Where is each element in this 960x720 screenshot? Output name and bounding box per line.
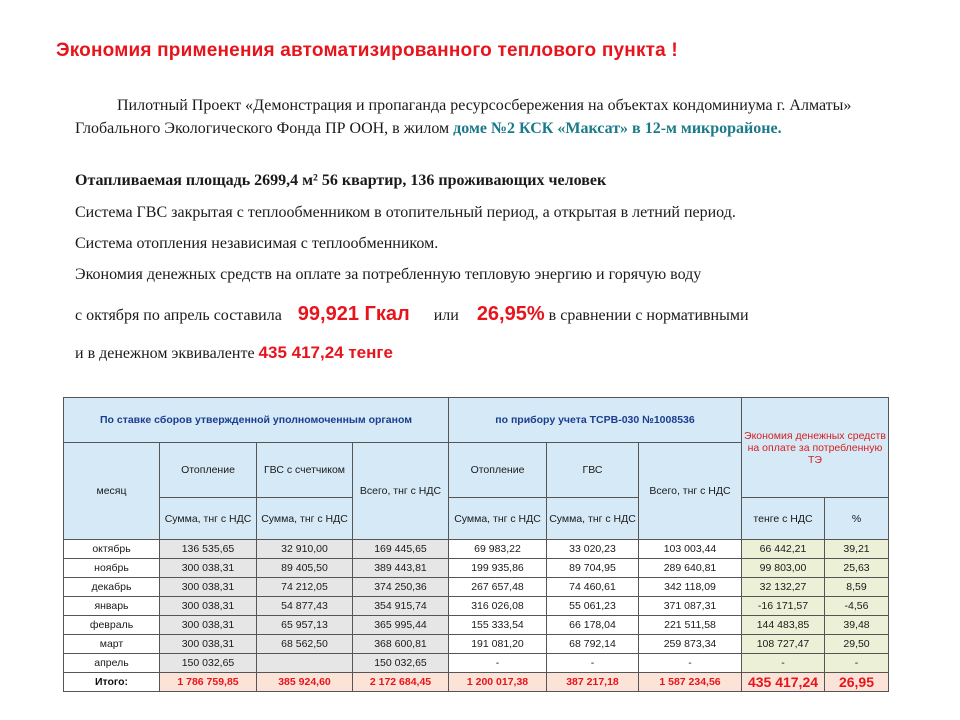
value-cell: 300 038,31 bbox=[160, 616, 257, 635]
stats-line: Отапливаемая площадь 2699,4 м² 56 квартир, 136 проживающих человек bbox=[75, 172, 607, 189]
value-cell: 191 081,20 bbox=[449, 635, 547, 654]
period-suffix: в сравнении с нормативными bbox=[548, 307, 749, 324]
period-prefix: с октября по апрель составила bbox=[75, 307, 282, 324]
value-cell: 25,63 bbox=[825, 559, 889, 578]
value-cell: - bbox=[449, 654, 547, 673]
tenge-header: тенге с НДС bbox=[742, 498, 825, 540]
month-cell: октябрь bbox=[64, 540, 160, 559]
heating-meter-header: Отопление bbox=[449, 443, 547, 498]
value-cell: - bbox=[825, 654, 889, 673]
value-cell: 342 118,09 bbox=[639, 578, 742, 597]
value-cell: 144 483,85 bbox=[742, 616, 825, 635]
value-cell: 300 038,31 bbox=[160, 635, 257, 654]
total-cell: 1 786 759,85 bbox=[160, 673, 257, 692]
value-cell: 289 640,81 bbox=[639, 559, 742, 578]
value-cell: 365 995,44 bbox=[353, 616, 449, 635]
value-cell: 150 032,65 bbox=[353, 654, 449, 673]
value-cell: 389 443,81 bbox=[353, 559, 449, 578]
total-cell: 1 587 234,56 bbox=[639, 673, 742, 692]
value-cell: 74 460,61 bbox=[547, 578, 639, 597]
economy-line: Экономия денежных средств на оплате за потребленную тепловую энергию и горячую воду bbox=[75, 266, 702, 283]
table-row bbox=[64, 654, 889, 673]
percent-value: 26,95% bbox=[476, 303, 545, 325]
value-cell: 300 038,31 bbox=[160, 578, 257, 597]
total-label: Итого: bbox=[64, 673, 160, 692]
sum-header: Сумма, тнг с НДС bbox=[160, 498, 257, 540]
value-cell: 267 657,48 bbox=[449, 578, 547, 597]
economy-table bbox=[63, 397, 889, 692]
sum-header: Сумма, тнг с НДС bbox=[547, 498, 639, 540]
value-cell: 65 957,13 bbox=[257, 616, 353, 635]
value-cell: 55 061,23 bbox=[547, 597, 639, 616]
table-row bbox=[64, 635, 889, 654]
value-cell: 89 405,50 bbox=[257, 559, 353, 578]
gcal-value: 99,921 Гкал bbox=[297, 303, 410, 325]
value-cell: - bbox=[742, 654, 825, 673]
value-cell: 136 535,65 bbox=[160, 540, 257, 559]
value-cell: 54 877,43 bbox=[257, 597, 353, 616]
table-row bbox=[64, 616, 889, 635]
heating-header: Отопление bbox=[160, 443, 257, 498]
month-cell: февраль bbox=[64, 616, 160, 635]
value-cell bbox=[257, 654, 353, 673]
economy-header: Экономия денежных средств на оплате за потребленную ТЭ bbox=[742, 398, 889, 498]
total-header: Всего, тнг с НДС bbox=[353, 443, 449, 540]
value-cell: 39,21 bbox=[825, 540, 889, 559]
heating-line: Система отопления независимая с теплообменником. bbox=[75, 235, 439, 252]
group-header-meter: по прибору учета ТСРВ-030 №1008536 bbox=[449, 398, 742, 443]
table-row bbox=[64, 559, 889, 578]
value-cell: 316 026,08 bbox=[449, 597, 547, 616]
value-cell: 66 178,04 bbox=[547, 616, 639, 635]
table-row bbox=[64, 540, 889, 559]
value-cell: 74 212,05 bbox=[257, 578, 353, 597]
value-cell: 33 020,23 bbox=[547, 540, 639, 559]
value-cell: 66 442,21 bbox=[742, 540, 825, 559]
gvs-meter-header: ГВС bbox=[547, 443, 639, 498]
value-cell: 32 910,00 bbox=[257, 540, 353, 559]
value-cell: 300 038,31 bbox=[160, 559, 257, 578]
money-amount: 435 417,24 тенге bbox=[258, 343, 393, 362]
value-cell: 32 132,27 bbox=[742, 578, 825, 597]
intro-text: Пилотный Проект «Демонстрация и пропаганда ресурсосбережения на объектах кондоминиума г. Алматы» Глобального Экологического Фонда ПР ООН, в жилом bbox=[75, 97, 852, 137]
money-prefix: и в денежном эквиваленте bbox=[75, 345, 255, 362]
gvs-counter-header: ГВС с счетчиком bbox=[257, 443, 353, 498]
value-cell: - bbox=[639, 654, 742, 673]
month-cell: январь bbox=[64, 597, 160, 616]
value-cell: 99 803,00 bbox=[742, 559, 825, 578]
month-cell: ноябрь bbox=[64, 559, 160, 578]
value-cell: 374 250,36 bbox=[353, 578, 449, 597]
value-cell: 371 087,31 bbox=[639, 597, 742, 616]
value-cell: 169 445,65 bbox=[353, 540, 449, 559]
total-meter-header: Всего, тнг с НДС bbox=[639, 443, 742, 540]
total-economy-tenge: 435 417,24 bbox=[742, 673, 825, 692]
total-row bbox=[64, 673, 889, 692]
value-cell: 103 003,44 bbox=[639, 540, 742, 559]
gvs-line: Система ГВС закрытая с теплообменником в отопительный период, а открытая в летний период. bbox=[75, 204, 736, 221]
value-cell: 69 983,22 bbox=[449, 540, 547, 559]
table-row bbox=[64, 578, 889, 597]
group-header-norm: По ставке сборов утвержденной уполномоченным органом bbox=[64, 398, 449, 443]
value-cell: 155 333,54 bbox=[449, 616, 547, 635]
total-cell: 387 217,18 bbox=[547, 673, 639, 692]
total-cell: 385 924,60 bbox=[257, 673, 353, 692]
value-cell: 368 600,81 bbox=[353, 635, 449, 654]
total-economy-percent: 26,95 bbox=[825, 673, 889, 692]
money-line bbox=[75, 343, 393, 363]
value-cell: - bbox=[547, 654, 639, 673]
value-cell: 199 935,86 bbox=[449, 559, 547, 578]
month-cell: апрель bbox=[64, 654, 160, 673]
value-cell: 8,59 bbox=[825, 578, 889, 597]
value-cell: 39,48 bbox=[825, 616, 889, 635]
period-line bbox=[75, 303, 749, 326]
value-cell: 108 727,47 bbox=[742, 635, 825, 654]
value-cell: 150 032,65 bbox=[160, 654, 257, 673]
intro-paragraph bbox=[75, 94, 905, 140]
month-cell: март bbox=[64, 635, 160, 654]
intro-highlight: доме №2 КСК «Максат» в 12-м микрорайоне. bbox=[453, 120, 782, 137]
value-cell: 354 915,74 bbox=[353, 597, 449, 616]
sum-header: Сумма, тнг с НДС bbox=[449, 498, 547, 540]
page-title: Экономия применения автоматизированного теплового пункта ! bbox=[56, 40, 678, 61]
value-cell: 221 511,58 bbox=[639, 616, 742, 635]
month-header: месяц bbox=[64, 443, 160, 540]
period-or: или bbox=[433, 307, 459, 324]
percent-header: % bbox=[825, 498, 889, 540]
value-cell: 68 562,50 bbox=[257, 635, 353, 654]
value-cell: 89 704,95 bbox=[547, 559, 639, 578]
total-cell: 2 172 684,45 bbox=[353, 673, 449, 692]
value-cell: 259 873,34 bbox=[639, 635, 742, 654]
table-row bbox=[64, 597, 889, 616]
value-cell: 29,50 bbox=[825, 635, 889, 654]
total-cell: 1 200 017,38 bbox=[449, 673, 547, 692]
value-cell: 68 792,14 bbox=[547, 635, 639, 654]
value-cell: -16 171,57 bbox=[742, 597, 825, 616]
month-cell: декабрь bbox=[64, 578, 160, 597]
value-cell: -4,56 bbox=[825, 597, 889, 616]
sum-header: Сумма, тнг с НДС bbox=[257, 498, 353, 540]
value-cell: 300 038,31 bbox=[160, 597, 257, 616]
